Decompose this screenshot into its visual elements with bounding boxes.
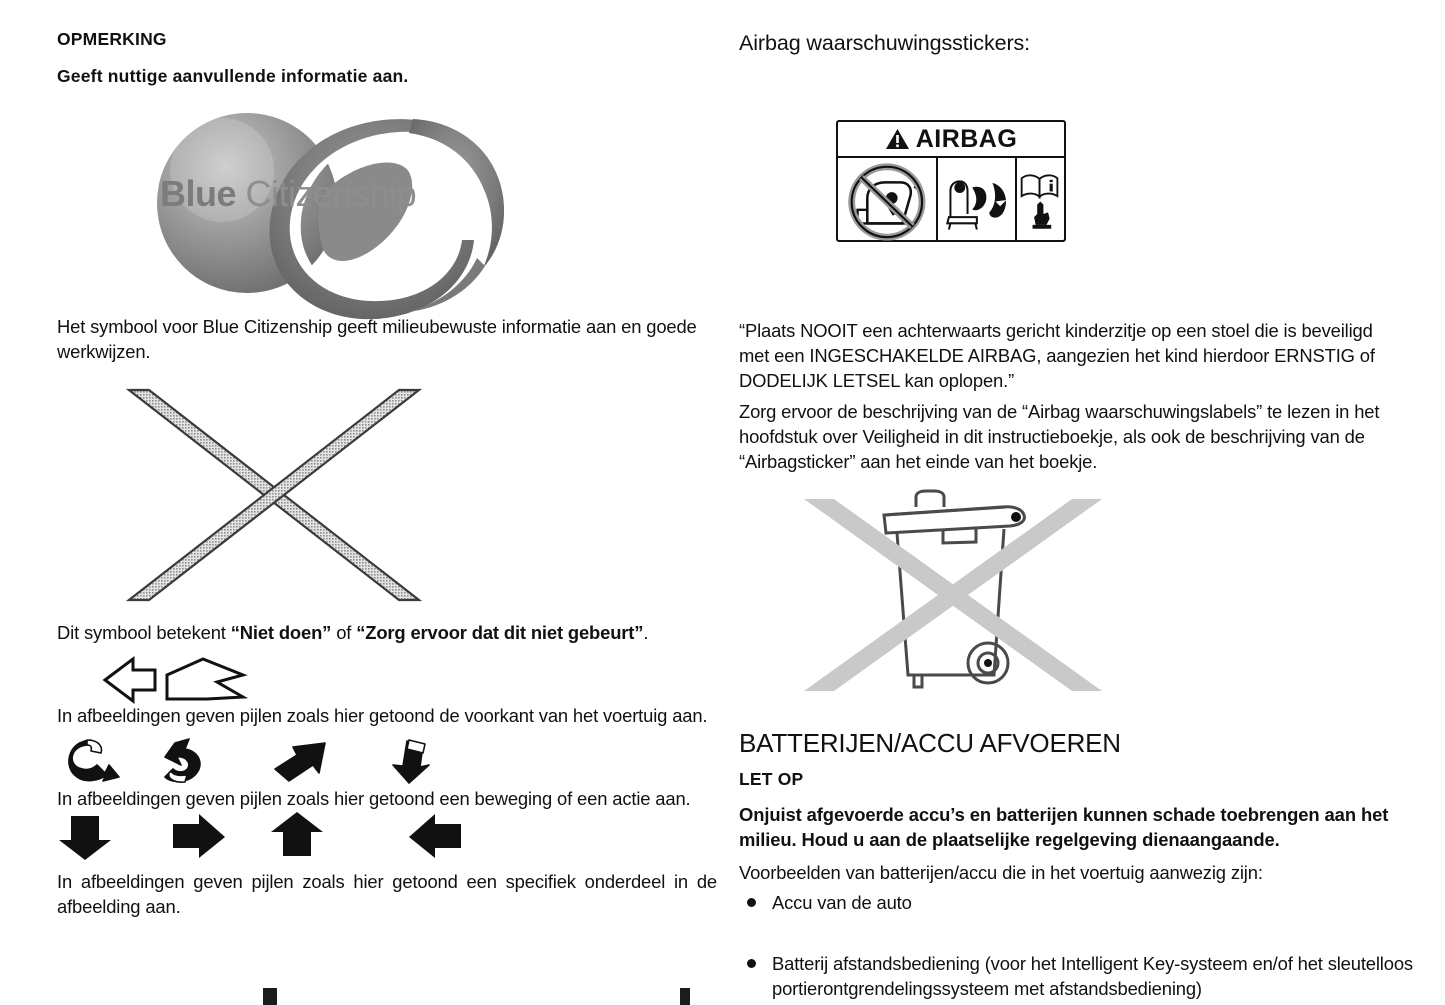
caution-text: Onjuist afgevoerde accu’s en batterijen kunnen schade toebrengen aan het milieu. Houd u aan de plaatselijke regelgeving dienaangaande. <box>739 804 1389 851</box>
prohibition-caption <box>57 620 717 645</box>
cut-off-bar-right <box>680 988 690 1005</box>
sticker-title-band <box>838 122 1064 158</box>
motion-arrow-group <box>57 735 477 787</box>
airbag-heading: Airbag waarschuwingsstickers: <box>739 31 1031 55</box>
part-arrow-group <box>57 812 477 860</box>
bullet-icon <box>747 959 756 968</box>
blue-citizenship-logo <box>57 0 717 300</box>
do-not-symbol-x <box>119 382 429 614</box>
sticker-panels <box>838 158 1064 242</box>
airbag-reference-text: Zorg ervoor de beschrijving van de “Airbag waarschuwingslabels” te lezen in het hoofdstuk over Veiligheid in dit instructieboekje, als ook de beschrijving van de “Airbagsticker” aan het einde van het boekje. <box>739 401 1380 473</box>
prohibition-caption-mid: of <box>331 622 357 643</box>
prohibition-caption-prefix: Dit symbool betekent <box>57 622 231 643</box>
note-subheading: Geeft nuttige aanvullende informatie aan. <box>57 66 409 86</box>
prohibition-caption-suffix: . <box>643 622 649 643</box>
bullet-icon <box>747 898 756 907</box>
logo-word-citizenship: Citizenship <box>245 173 417 214</box>
airbag-warning-quote: “Plaats NOOIT een achterwaarts gericht kinderzitje op een stoel die is beveiligd met een INGESCHAKELDE AIRBAG, aangezien het kind hierdoor ERNSTIG of DODELIJK LETSEL kan oplopen.” <box>739 320 1375 392</box>
part-arrows-caption: In afbeeldingen geven pijlen zoals hier getoond een specifiek onderdeel in de afbeelding aan. <box>57 871 717 918</box>
panel-no-rear-facing-child-seat <box>838 158 938 242</box>
battery-disposal-heading: BATTERIJEN/ACCU AFVOEREN <box>739 728 1121 758</box>
hollow-arrow-left <box>105 659 155 701</box>
list-item-label: Accu van de auto <box>772 892 912 913</box>
prohibition-caption-bold1: “Niet doen” <box>230 622 332 643</box>
curved-arrow-up-right <box>275 743 325 781</box>
note-heading: OPMERKING <box>57 29 167 49</box>
solid-arrow-right <box>173 814 225 858</box>
solid-arrow-up <box>271 812 323 856</box>
cut-off-bar-left <box>263 988 277 1005</box>
list-item <box>739 890 1437 915</box>
list-item <box>739 951 1437 1001</box>
left-column <box>57 0 717 1004</box>
crossed-out-wheelie-bin <box>798 485 1108 707</box>
front-arrows-caption: In afbeeldingen geven pijlen zoals hier getoond de voorkant van het voertuig aan. <box>57 705 708 726</box>
cut-off-figure-bottom <box>197 985 697 1005</box>
solid-arrow-down <box>59 816 111 860</box>
panel-read-manual <box>1017 158 1064 242</box>
airbag-warning-label <box>836 120 1066 242</box>
logo-word-blue: Blue <box>160 173 237 214</box>
blue-citizenship-wordmark <box>160 173 416 215</box>
motion-arrows-caption: In afbeeldingen geven pijlen zoals hier getoond een beweging of een actie aan. <box>57 788 691 809</box>
caution-heading: LET OP <box>739 769 804 789</box>
examples-intro: Voorbeelden van batterijen/accu die in het voertuig aanwezig zijn: <box>739 862 1263 883</box>
front-arrow-group <box>57 655 277 705</box>
solid-arrow-left <box>409 814 461 858</box>
hollow-bent-arrow-right <box>167 659 243 699</box>
list-item-label: Batterij afstandsbediening (voor het Intelligent Key-systeem en/of het sleutelloos portierontgrendelingssysteem met afstandsbediening) <box>772 953 1413 1000</box>
sticker-title: AIRBAG <box>915 124 1018 153</box>
curved-arrow-highlight-1 <box>87 740 101 753</box>
panel-airbag-deployment <box>938 158 1018 242</box>
prohibition-caption-bold2: “Zorg ervoor dat dit niet gebeurt” <box>356 622 644 643</box>
logo-caption: Het symbool voor Blue Citizenship geeft milieubewuste informatie aan en goede werkwijzen. <box>57 316 697 363</box>
warning-triangle-icon <box>885 128 910 151</box>
